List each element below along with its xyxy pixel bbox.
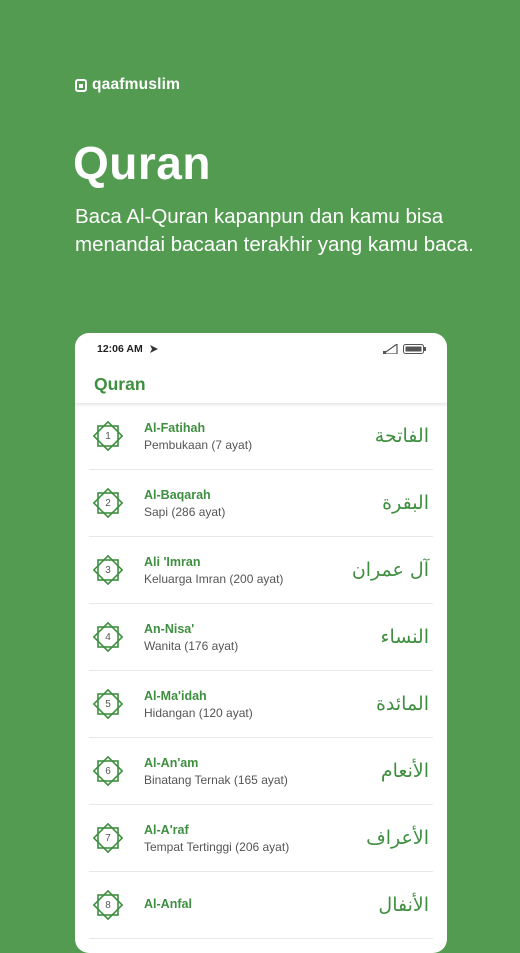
star-octagon-icon (91, 620, 125, 654)
surah-name: Al-An'am (144, 755, 199, 770)
list-item[interactable] (89, 470, 433, 537)
surah-arabic-name: البقرة (382, 492, 429, 514)
surah-arabic-name: الفاتحة (374, 425, 429, 447)
surah-number: 6 (105, 765, 111, 777)
signal-icon (383, 344, 399, 354)
surah-name: Al-Anfal (144, 896, 192, 911)
surah-number: 2 (105, 497, 111, 509)
surah-meaning: Pembukaan (7 ayat) (144, 437, 253, 452)
star-octagon-icon (91, 754, 125, 788)
list-item[interactable] (89, 671, 433, 738)
surah-number: 4 (105, 631, 111, 643)
surah-number: 8 (105, 899, 111, 911)
list-item[interactable] (89, 738, 433, 805)
star-octagon-icon (91, 419, 125, 453)
surah-meaning: Keluarga Imran (200 ayat) (144, 571, 284, 586)
star-octagon-icon (91, 687, 125, 721)
list-item[interactable] (89, 805, 433, 872)
surah-arabic-name: المائدة (375, 693, 429, 715)
surah-arabic-name: الأنفال (378, 894, 429, 916)
qaaf-logo-icon (75, 79, 87, 92)
battery-icon (403, 344, 427, 354)
star-octagon-icon (91, 888, 125, 922)
surah-number: 3 (105, 564, 111, 576)
list-item[interactable] (89, 872, 433, 939)
surah-name: Al-Baqarah (144, 487, 211, 502)
list-item[interactable] (89, 537, 433, 604)
status-bar (75, 333, 447, 365)
surah-name: Ali 'Imran (144, 554, 201, 569)
phone-mockup (75, 333, 447, 953)
surah-arabic-name: آل عمران (351, 559, 429, 581)
surah-meaning: Hidangan (120 ayat) (144, 705, 253, 720)
surah-name: Al-A'raf (144, 822, 189, 837)
app-bar (75, 365, 447, 403)
star-octagon-icon (91, 486, 125, 520)
surah-name: An-Nisa' (144, 621, 195, 636)
surah-name: Al-Fatihah (144, 420, 206, 435)
navigation-icon (150, 345, 158, 353)
surah-number: 5 (105, 698, 111, 710)
surah-name: Al-Ma'idah (144, 688, 207, 703)
surah-list (75, 403, 447, 939)
star-octagon-icon (91, 553, 125, 587)
surah-number: 1 (105, 430, 111, 442)
surah-meaning: Tempat Tertinggi (206 ayat) (144, 839, 290, 854)
surah-meaning: Sapi (286 ayat) (144, 504, 226, 519)
list-item[interactable] (89, 403, 433, 470)
list-item[interactable] (89, 604, 433, 671)
surah-meaning: Binatang Ternak (165 ayat) (144, 772, 288, 787)
page-subtitle: Baca Al-Quran kapanpun dan kamu bisa menandai bacaan terakhir yang kamu baca. (75, 205, 474, 256)
page-title: Quran (73, 137, 211, 189)
surah-arabic-name: النساء (380, 626, 429, 648)
surah-arabic-name: الأنعام (380, 760, 429, 782)
surah-meaning: Wanita (176 ayat) (144, 638, 239, 653)
status-time: 12:06 AM (97, 343, 143, 355)
surah-arabic-name: الأعراف (366, 827, 429, 849)
brand-logo (75, 76, 180, 94)
brand-name: qaafmuslim (92, 76, 181, 93)
star-octagon-icon (91, 821, 125, 855)
app-bar-title: Quran (94, 373, 146, 394)
surah-number: 7 (105, 832, 111, 844)
